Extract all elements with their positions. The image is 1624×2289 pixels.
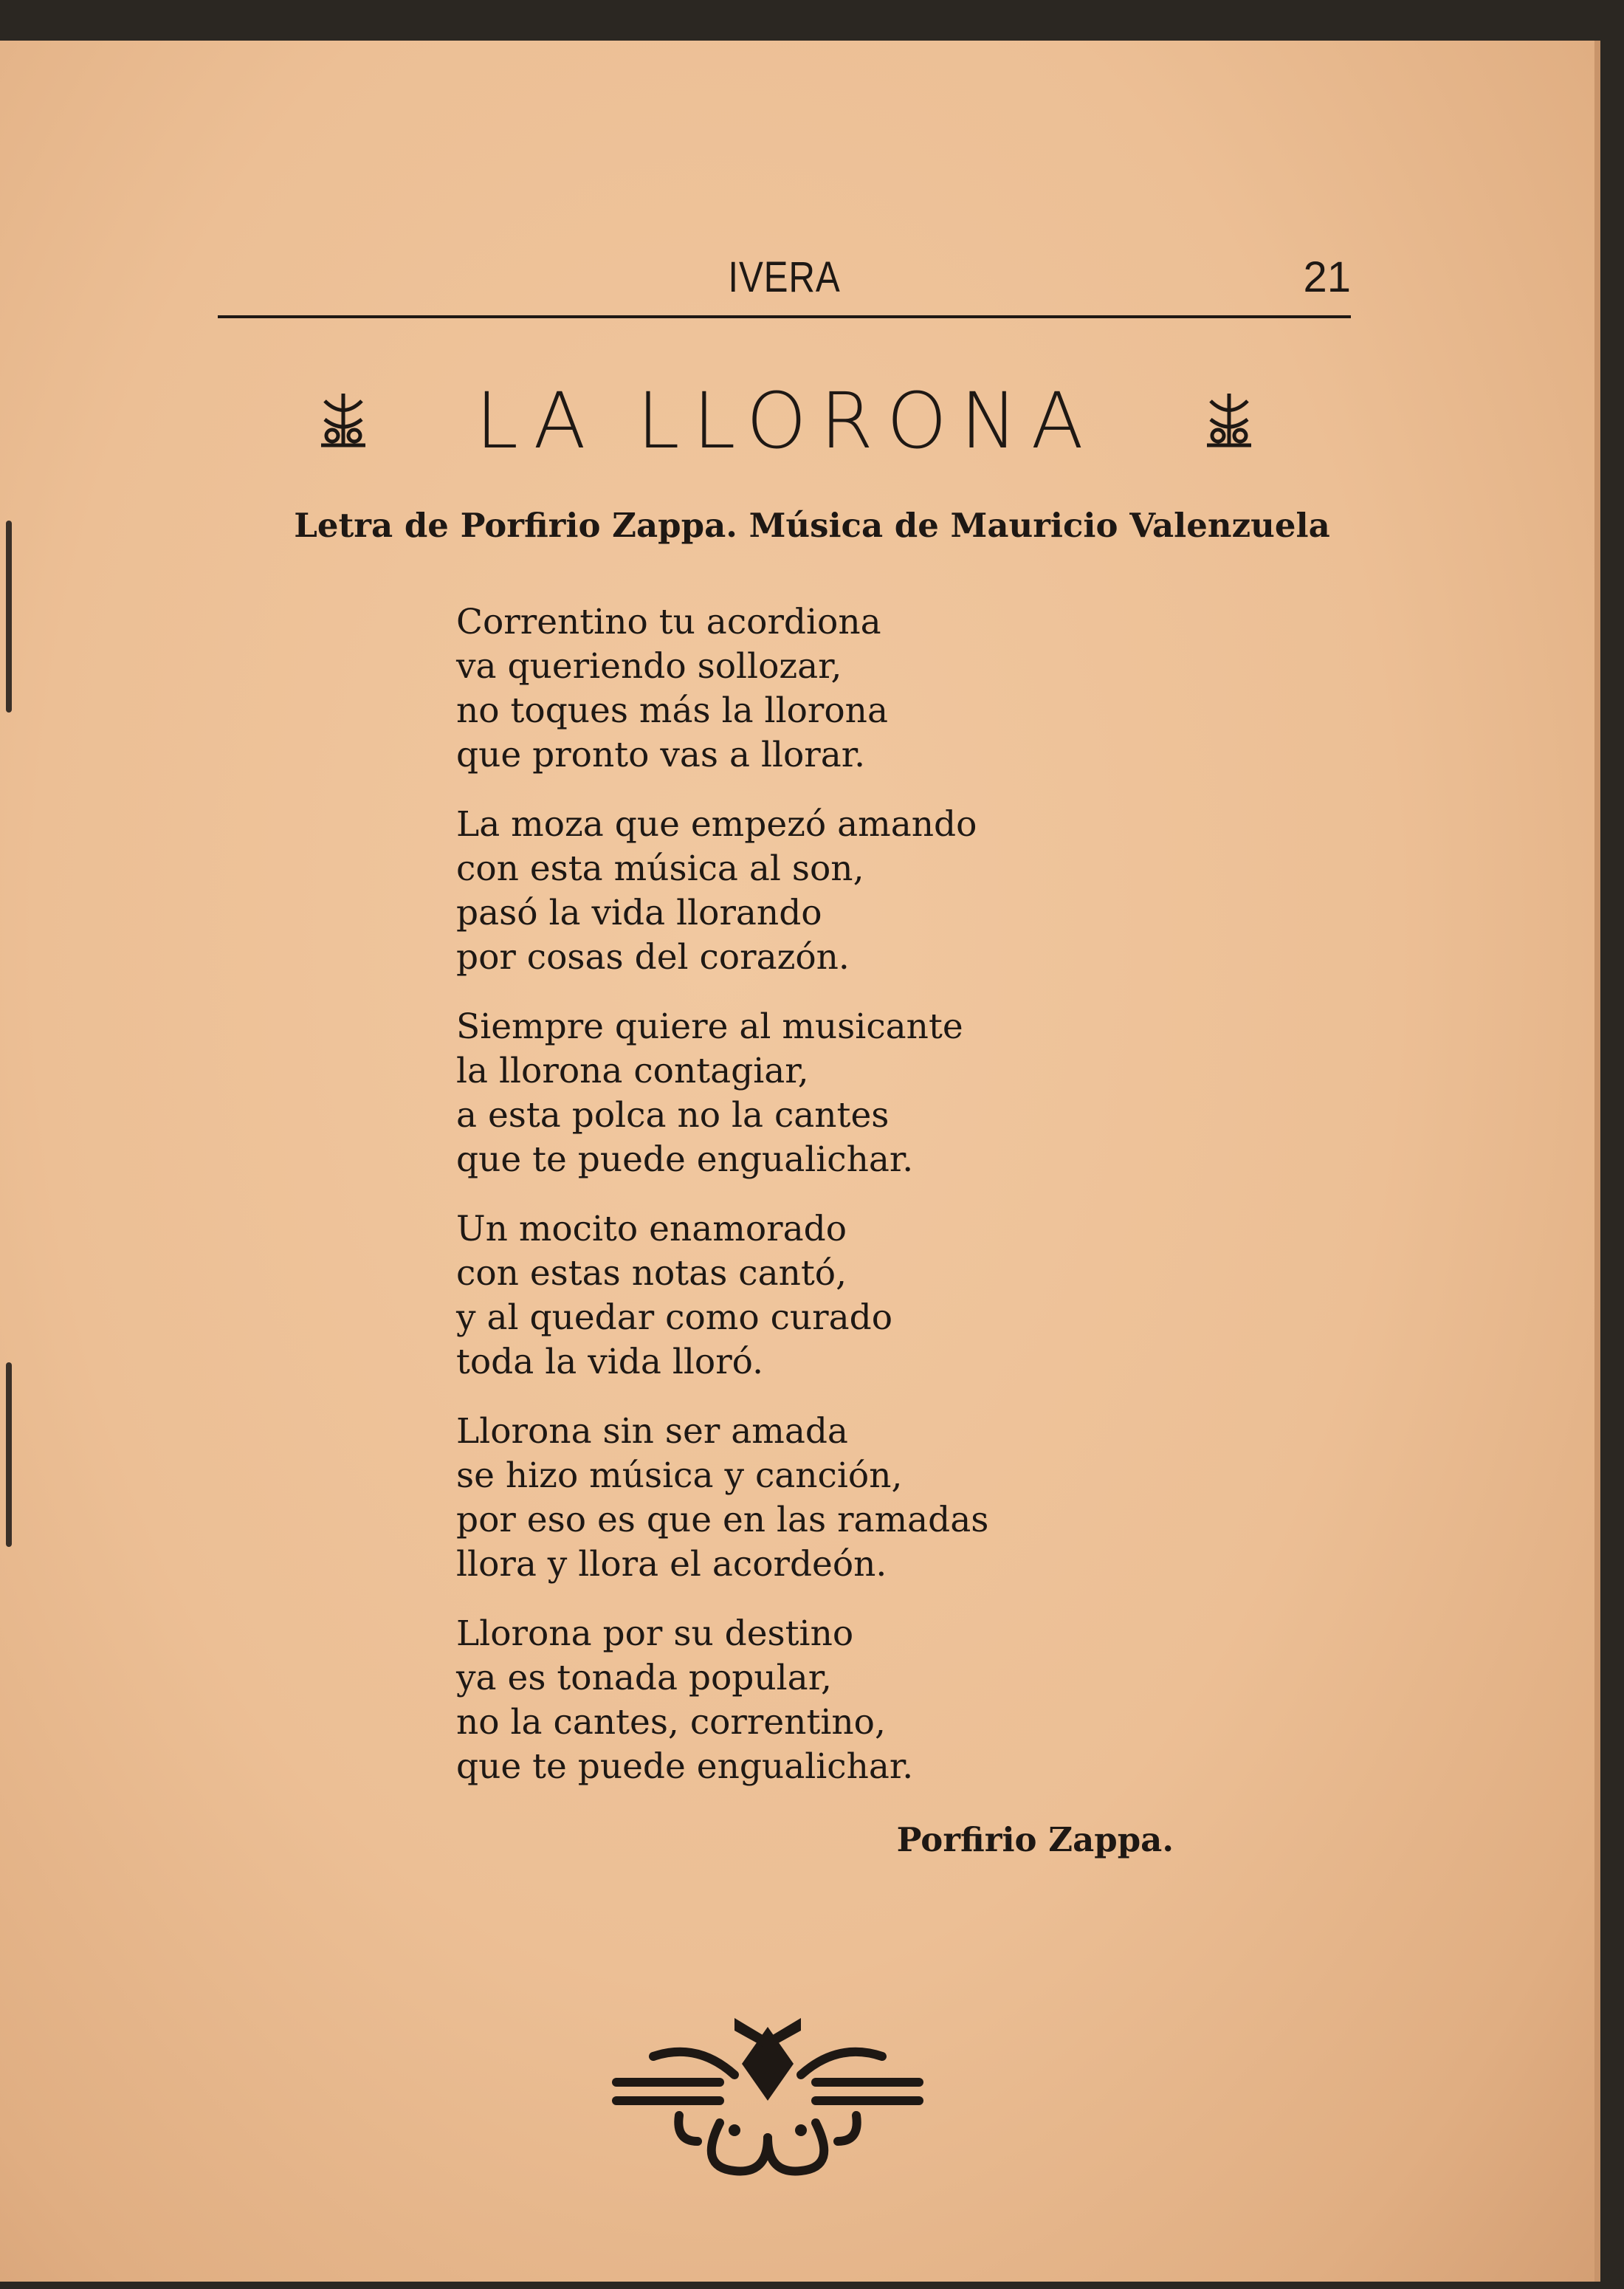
stanza: [456, 1612, 1342, 1789]
verse-line: Un mocito enamorado: [456, 1209, 847, 1249]
verse-line: toda la vida lloró.: [456, 1342, 764, 1382]
binding-stitch: [6, 1362, 12, 1547]
page-number: 21: [1303, 253, 1351, 301]
verse-line: no la cantes, correntino,: [456, 1702, 886, 1743]
verse-line: Correntino tu acordiona: [456, 602, 881, 642]
verse-line: por eso es que en las ramadas: [456, 1500, 989, 1540]
book-page: [0, 41, 1600, 2282]
verse-line: ya es tonada popular,: [456, 1658, 832, 1698]
verse-line: con esta música al son,: [456, 848, 864, 889]
verse-line: llora y llora el acordeón.: [456, 1544, 887, 1585]
author-signature: Porfirio Zappa.: [896, 1820, 1174, 1859]
binding-stitch: [6, 521, 12, 713]
verse-line: y al quedar como curado: [456, 1297, 893, 1338]
verse-line: que te puede engualichar.: [456, 1746, 914, 1787]
verse-line: la llorona contagiar,: [456, 1051, 809, 1091]
verse-line: que pronto vas a llorar.: [456, 735, 866, 775]
verse-line: que te puede engualichar.: [456, 1139, 914, 1180]
stanza: [456, 1005, 1342, 1182]
header-rule: [218, 315, 1351, 318]
verse-line: no toques más la llorona: [456, 690, 888, 731]
page-header: [218, 41, 1351, 321]
stanza: [456, 1410, 1342, 1587]
song-title: LA LLORONA: [475, 376, 1097, 466]
verse-line: Llorona por su destino: [456, 1613, 854, 1654]
verse-line: Siempre quiere al musicante: [456, 1006, 963, 1047]
verse-line: se hizo música y canción,: [456, 1455, 903, 1496]
stanza: [456, 803, 1342, 980]
verse-line: con estas notas cantó,: [456, 1253, 847, 1294]
verse-line: va queriendo sollozar,: [456, 646, 842, 687]
verse-line: pasó la vida llorando: [456, 893, 822, 933]
running-title: IVERA: [728, 253, 841, 301]
poem: [456, 600, 1342, 1814]
verse-line: Llorona sin ser amada: [456, 1411, 848, 1452]
verse-line: a esta polca no la cantes: [456, 1095, 890, 1136]
verse-line: La moza que empezó amando: [456, 804, 977, 845]
vignette-ornament-icon: [609, 2012, 926, 2182]
fleuron-icon: [1203, 390, 1255, 449]
stanza: [456, 1207, 1342, 1384]
stanza: [456, 600, 1342, 778]
verse-line: por cosas del corazón.: [456, 937, 850, 978]
title-row: [317, 377, 1255, 465]
song-credits: Letra de Porfirio Zappa. Música de Mauricio Valenzuela: [294, 506, 1330, 545]
